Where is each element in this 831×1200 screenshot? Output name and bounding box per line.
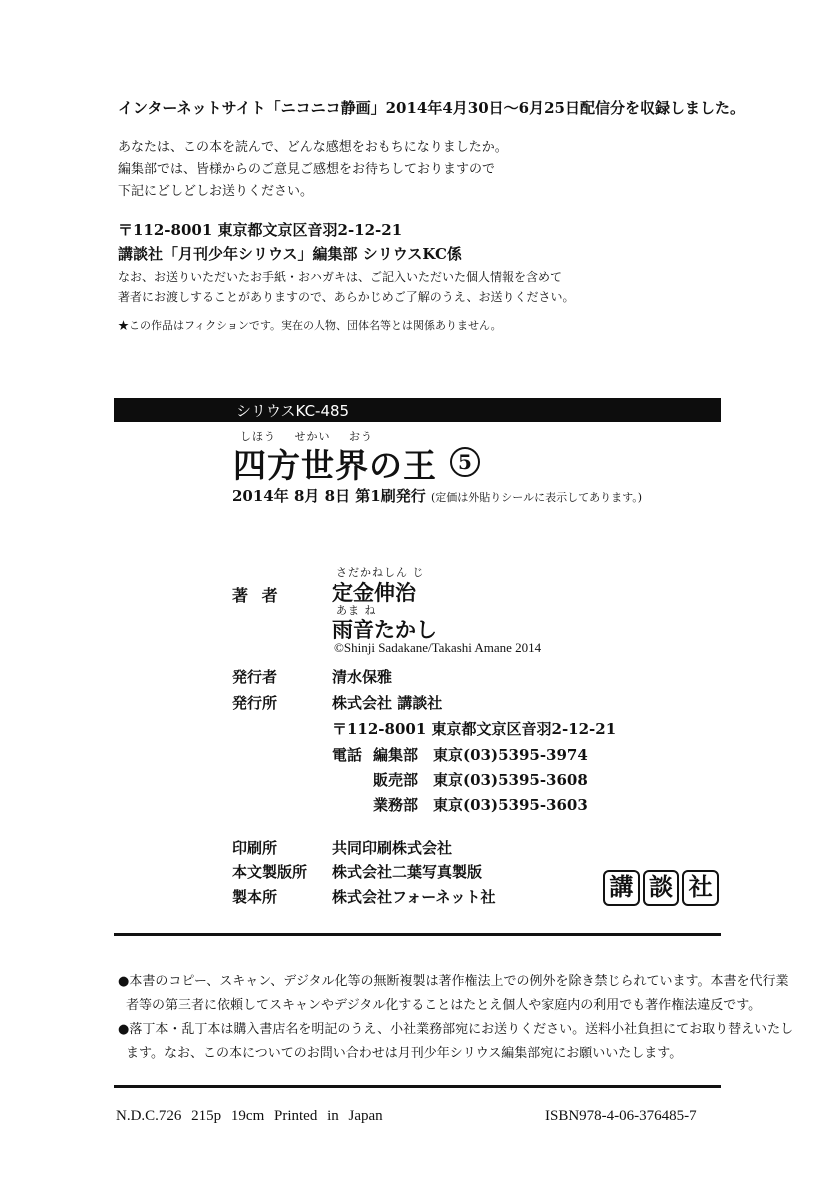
series-label: シリウスKC-485 xyxy=(236,402,350,420)
mail-department: 講談社「月刊少年シリウス」編集部 シリウスKC係 xyxy=(118,245,462,263)
issue-date: 2014年 8月 8日 第1刷発行 xyxy=(232,487,426,505)
phone-dept-editorial: 編集部 xyxy=(373,746,419,764)
notice-line-4: ます。なお、この本についてのお問い合わせは月刊少年シリウス編集部宛にお願いいたします。 xyxy=(126,1046,683,1061)
logo-char-2: 談 xyxy=(643,870,680,906)
privacy-line-2: 著者にお渡しすることがありますので、あらかじめご了解のうえ、お送りください。 xyxy=(118,290,575,304)
book-specs: N.D.C.726 215p 19cm Printed in Japan xyxy=(116,1108,383,1124)
title-ruby: しほう せかい おう xyxy=(240,430,373,443)
book-title: 四方世界の王 xyxy=(233,446,437,485)
printer-label: 印刷所 xyxy=(232,839,278,857)
publisher-person-label: 発行者 xyxy=(232,668,278,686)
typesetter-name: 株式会社二葉写真製版 xyxy=(332,863,483,881)
notice-line-1: ●本書のコピー、スキャン、デジタル化等の無断複製は著作権法上での例外を除き禁じられています。本書を代行業 xyxy=(118,974,789,989)
author1-name: 定金伸治 xyxy=(332,580,416,605)
privacy-line-1: なお、お送りいただいたお手紙・おハガキは、ご記入いただいた個人情報を含めて xyxy=(118,270,563,284)
typesetter-label: 本文製版所 xyxy=(232,863,308,881)
notice-line-3: ●落丁本・乱丁本は購入書店名を明記のうえ、小社業務部宛にお送りください。送料小社負担にてお取り替えいたし xyxy=(118,1022,794,1037)
binder-name: 株式会社フォーネット社 xyxy=(332,888,496,906)
price-note: (定価は外貼りシールに表示してあります。) xyxy=(431,491,642,504)
fiction-notice: ★この作品はフィクションです。実在の人物、団体名等とは関係ありません。 xyxy=(118,319,502,332)
author2-name: 雨音たかし xyxy=(332,617,437,642)
phone-label: 電話 xyxy=(332,746,363,764)
phone-dept-business: 業務部 xyxy=(373,796,419,814)
isbn: ISBN978-4-06-376485-7 xyxy=(545,1108,697,1124)
phone-dept-sales: 販売部 xyxy=(373,771,419,789)
printer-name: 共同印刷株式会社 xyxy=(332,839,453,857)
logo-char-3: 社 xyxy=(682,870,719,906)
phone-number-business: 東京(03)5395-3603 xyxy=(433,796,588,814)
author1-ruby: さだかねしん じ xyxy=(336,566,425,579)
feedback-line-1: あなたは、この本を読んで、どんな感想をおもちになりましたか。 xyxy=(118,140,508,155)
logo-char-1: 講 xyxy=(603,870,640,906)
publisher-person: 清水保雅 xyxy=(332,668,393,686)
copyright: ©Shinji Sadakane/Takashi Amane 2014 xyxy=(334,640,542,655)
publisher-address: 〒112-8001 東京都文京区音羽2-12-21 xyxy=(332,720,617,738)
volume-badge: 5 xyxy=(450,447,480,477)
feedback-line-2: 編集部では、皆様からのご意見ご感想をお待ちしておりますので xyxy=(118,162,496,177)
divider-bottom xyxy=(114,1085,721,1088)
series-bar xyxy=(114,398,721,422)
publisher-label: 発行所 xyxy=(232,694,278,712)
author-label: 著 者 xyxy=(232,586,282,605)
publisher-name: 株式会社 講談社 xyxy=(332,694,443,712)
notice-line-2: 者等の第三者に依頼してスキャンやデジタル化することはたとえ個人や家庭内の利用でも著作権法違反です。 xyxy=(126,998,762,1013)
author2-ruby: あま ね xyxy=(336,604,377,617)
phone-number-editorial: 東京(03)5395-3974 xyxy=(433,746,588,764)
phone-number-sales: 東京(03)5395-3608 xyxy=(433,771,588,789)
feedback-line-3: 下記にどしどしお送りください。 xyxy=(118,184,314,199)
mail-address: 〒112-8001 東京都文京区音羽2-12-21 xyxy=(118,221,403,239)
source-note: インターネットサイト「ニコニコ静画」2014年4月30日～6月25日配信分を収録しました。 xyxy=(118,99,745,117)
kodansha-logo xyxy=(603,870,719,906)
divider-top xyxy=(114,933,721,936)
binder-label: 製本所 xyxy=(232,888,278,906)
